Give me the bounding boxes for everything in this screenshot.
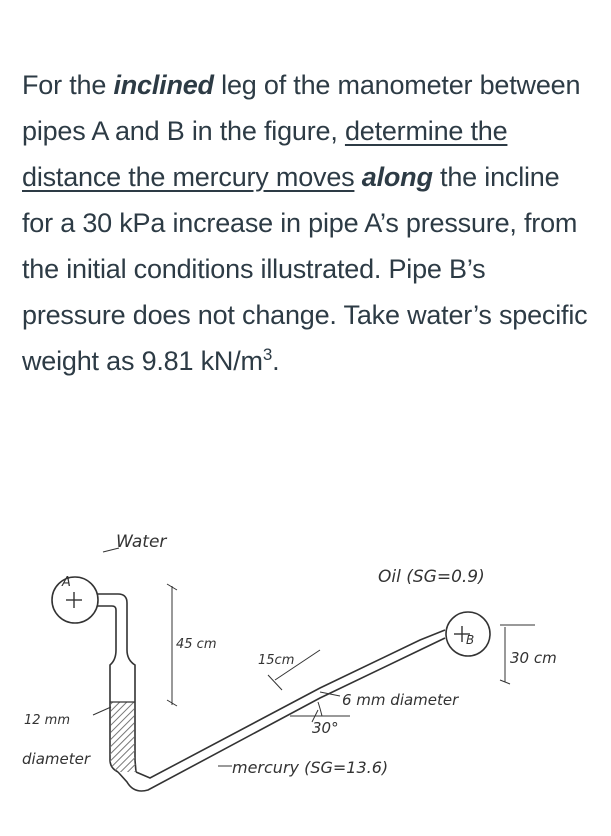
angle-30deg-label: 30°	[312, 719, 339, 737]
emphasis-along: along	[361, 162, 433, 192]
diameter-12mm-label: 12 mm	[24, 713, 71, 728]
water-label: Water	[116, 532, 167, 552]
text-segment: leg of the manometer between pipes A and B in the figure,	[22, 70, 581, 146]
mercury-label: mercury (SG=13.6)	[232, 758, 389, 777]
pipe-b	[446, 612, 490, 656]
text-segment: .	[272, 346, 280, 376]
text-segment: For the	[22, 70, 114, 100]
manometer-figure	[0, 510, 611, 836]
underlined-task: determine the distance the mercury moves	[22, 116, 508, 192]
pipe-b-label: B	[466, 633, 475, 647]
dimension-15cm-label: 15cm	[258, 653, 295, 668]
diameter-12mm-caption: diameter	[22, 750, 90, 768]
oil-label: Oil (SG=0.9)	[378, 567, 485, 587]
leader-12mm	[93, 707, 111, 715]
problem-paragraph	[22, 62, 592, 384]
pipe-a-label: A	[62, 575, 71, 590]
dimension-30cm-label: 30 cm	[510, 649, 557, 667]
emphasis-inclined: inclined	[113, 70, 214, 100]
pipe-a	[52, 575, 98, 623]
text-segment: the incline for a 30 kPa increase in pipe A’s pressure, from the initial conditions illustrated. Pipe B’s pressure does not change. Take water’s specific weight as 9.81 kN/m	[22, 162, 588, 376]
text-segment	[354, 162, 361, 192]
mercury-fill	[110, 702, 136, 772]
diameter-6mm-label: 6 mm diameter	[342, 691, 459, 709]
superscript-3: 3	[262, 345, 273, 364]
problem-statement	[22, 62, 592, 384]
dimension-45cm-label: 45 cm	[176, 637, 217, 652]
